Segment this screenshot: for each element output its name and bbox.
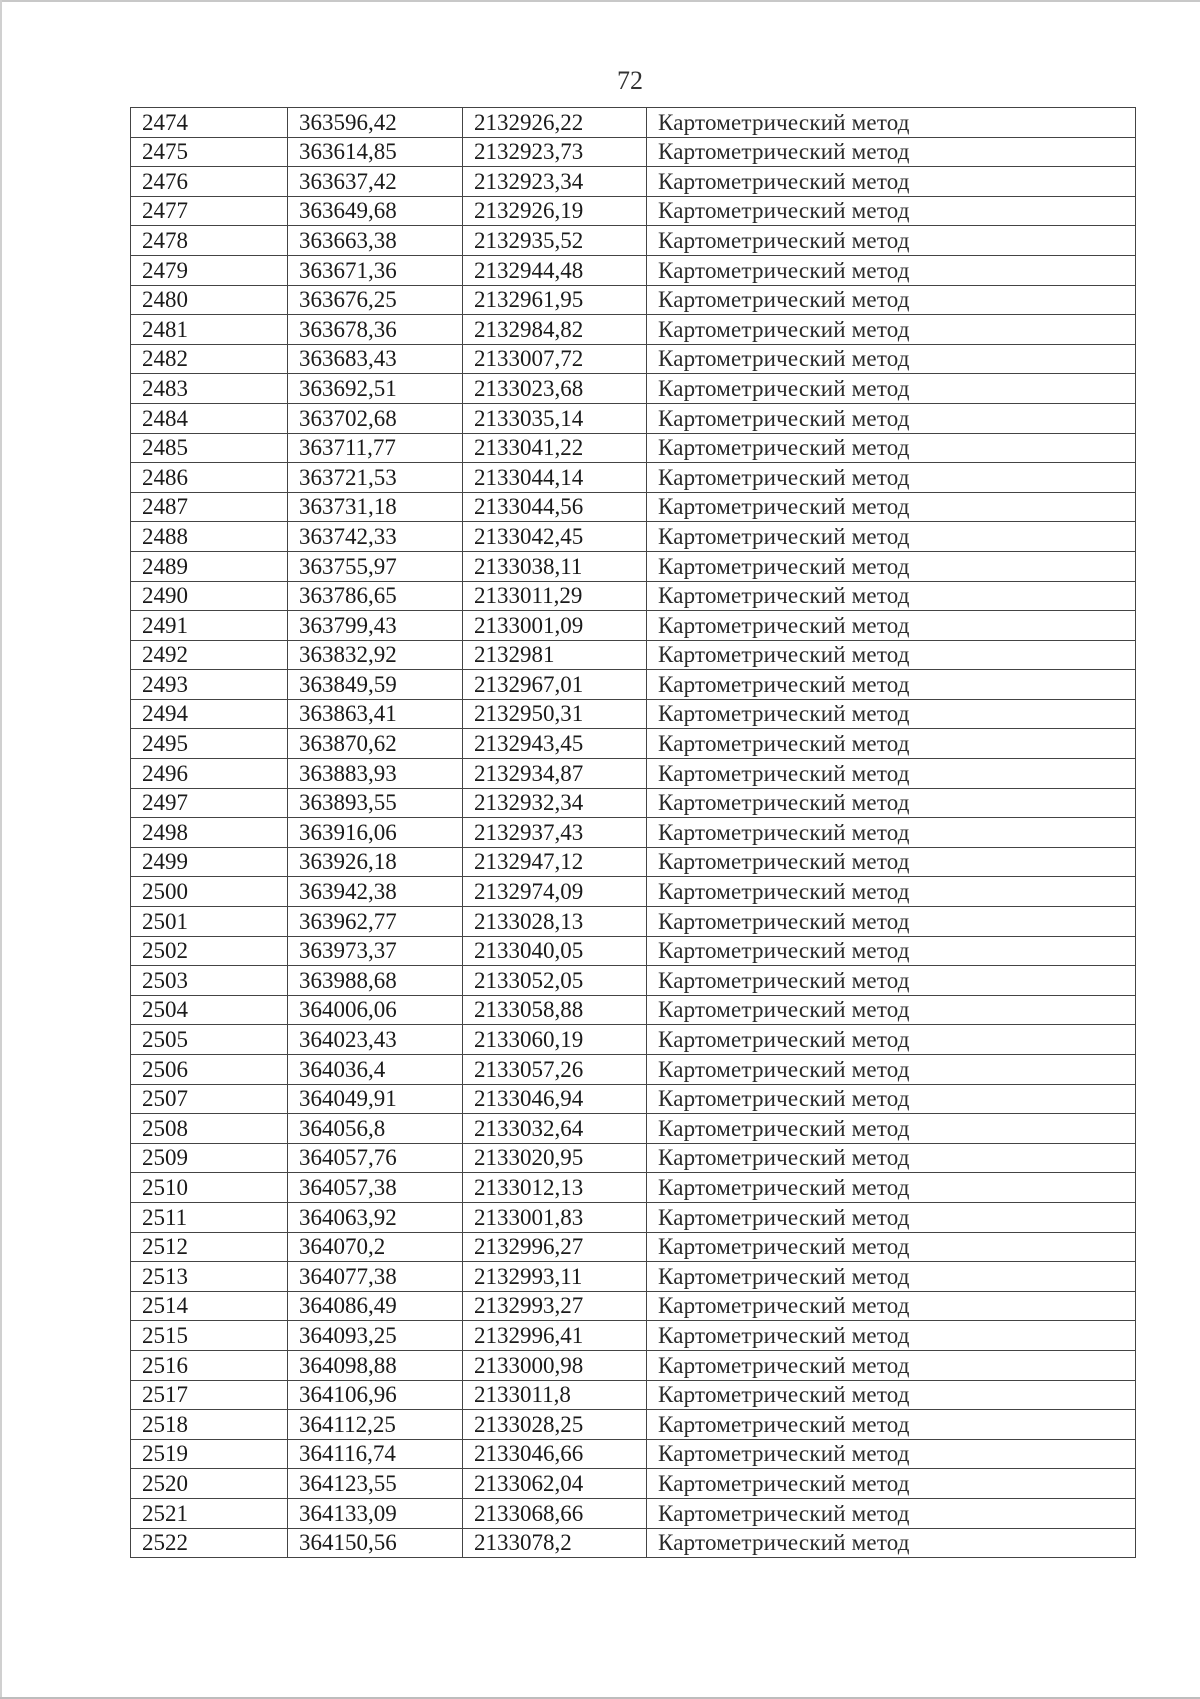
x-coordinate-cell: 363870,62 bbox=[288, 729, 463, 759]
table-row bbox=[131, 167, 1136, 197]
table-row bbox=[131, 699, 1136, 729]
table-row bbox=[131, 433, 1136, 463]
x-coordinate-cell: 364036,4 bbox=[288, 1055, 463, 1085]
table-row bbox=[131, 1350, 1136, 1380]
table-row bbox=[131, 374, 1136, 404]
x-coordinate-cell: 363973,37 bbox=[288, 936, 463, 966]
x-coordinate-cell: 364133,09 bbox=[288, 1498, 463, 1528]
point-number-cell: 2481 bbox=[131, 315, 288, 345]
point-number-cell: 2484 bbox=[131, 403, 288, 433]
method-cell: Картометрический метод bbox=[647, 1321, 1136, 1351]
point-number-cell: 2516 bbox=[131, 1350, 288, 1380]
point-number-cell: 2507 bbox=[131, 1084, 288, 1114]
point-number-cell: 2488 bbox=[131, 522, 288, 552]
table-row bbox=[131, 108, 1136, 138]
y-coordinate-cell: 2133040,05 bbox=[463, 936, 647, 966]
point-number-cell: 2520 bbox=[131, 1469, 288, 1499]
y-coordinate-cell: 2132961,95 bbox=[463, 285, 647, 315]
x-coordinate-cell: 363614,85 bbox=[288, 137, 463, 167]
y-coordinate-cell: 2132974,09 bbox=[463, 877, 647, 907]
method-cell: Картометрический метод bbox=[647, 877, 1136, 907]
table-row bbox=[131, 966, 1136, 996]
method-cell: Картометрический метод bbox=[647, 1055, 1136, 1085]
y-coordinate-cell: 2133042,45 bbox=[463, 522, 647, 552]
point-number-cell: 2500 bbox=[131, 877, 288, 907]
x-coordinate-cell: 364123,55 bbox=[288, 1469, 463, 1499]
table-row bbox=[131, 1410, 1136, 1440]
x-coordinate-cell: 363916,06 bbox=[288, 818, 463, 848]
table-row bbox=[131, 1143, 1136, 1173]
x-coordinate-cell: 364098,88 bbox=[288, 1350, 463, 1380]
table-row bbox=[131, 1498, 1136, 1528]
method-cell: Картометрический метод bbox=[647, 1528, 1136, 1558]
point-number-cell: 2487 bbox=[131, 492, 288, 522]
method-cell: Картометрический метод bbox=[647, 966, 1136, 996]
point-number-cell: 2505 bbox=[131, 1025, 288, 1055]
y-coordinate-cell: 2133023,68 bbox=[463, 374, 647, 404]
method-cell: Картометрический метод bbox=[647, 995, 1136, 1025]
x-coordinate-cell: 364116,74 bbox=[288, 1439, 463, 1469]
method-cell: Картометрический метод bbox=[647, 1143, 1136, 1173]
y-coordinate-cell: 2132996,41 bbox=[463, 1321, 647, 1351]
x-coordinate-cell: 363649,68 bbox=[288, 196, 463, 226]
point-number-cell: 2518 bbox=[131, 1410, 288, 1440]
y-coordinate-cell: 2132926,19 bbox=[463, 196, 647, 226]
method-cell: Картометрический метод bbox=[647, 788, 1136, 818]
y-coordinate-cell: 2132993,27 bbox=[463, 1291, 647, 1321]
method-cell: Картометрический метод bbox=[647, 226, 1136, 256]
x-coordinate-cell: 363676,25 bbox=[288, 285, 463, 315]
x-coordinate-cell: 363678,36 bbox=[288, 315, 463, 345]
method-cell: Картометрический метод bbox=[647, 1232, 1136, 1262]
method-cell: Картометрический метод bbox=[647, 759, 1136, 789]
point-number-cell: 2521 bbox=[131, 1498, 288, 1528]
table-row bbox=[131, 463, 1136, 493]
table-row bbox=[131, 1291, 1136, 1321]
table-row bbox=[131, 1202, 1136, 1232]
method-cell: Картометрический метод bbox=[647, 640, 1136, 670]
method-cell: Картометрический метод bbox=[647, 403, 1136, 433]
method-cell: Картометрический метод bbox=[647, 847, 1136, 877]
y-coordinate-cell: 2132984,82 bbox=[463, 315, 647, 345]
method-cell: Картометрический метод bbox=[647, 699, 1136, 729]
x-coordinate-cell: 363692,51 bbox=[288, 374, 463, 404]
point-number-cell: 2511 bbox=[131, 1202, 288, 1232]
table-row bbox=[131, 907, 1136, 937]
method-cell: Картометрический метод bbox=[647, 1084, 1136, 1114]
method-cell: Картометрический метод bbox=[647, 818, 1136, 848]
point-number-cell: 2512 bbox=[131, 1232, 288, 1262]
table-row bbox=[131, 1084, 1136, 1114]
y-coordinate-cell: 2132943,45 bbox=[463, 729, 647, 759]
point-number-cell: 2499 bbox=[131, 847, 288, 877]
table-row bbox=[131, 759, 1136, 789]
table-row bbox=[131, 995, 1136, 1025]
table-row bbox=[131, 847, 1136, 877]
x-coordinate-cell: 364150,56 bbox=[288, 1528, 463, 1558]
y-coordinate-cell: 2132935,52 bbox=[463, 226, 647, 256]
method-cell: Картометрический метод bbox=[647, 1291, 1136, 1321]
method-cell: Картометрический метод bbox=[647, 522, 1136, 552]
x-coordinate-cell: 363683,43 bbox=[288, 344, 463, 374]
x-coordinate-cell: 364057,76 bbox=[288, 1143, 463, 1173]
x-coordinate-cell: 364049,91 bbox=[288, 1084, 463, 1114]
y-coordinate-cell: 2133060,19 bbox=[463, 1025, 647, 1055]
x-coordinate-cell: 363596,42 bbox=[288, 108, 463, 138]
point-number-cell: 2476 bbox=[131, 167, 288, 197]
x-coordinate-cell: 363988,68 bbox=[288, 966, 463, 996]
x-coordinate-cell: 364106,96 bbox=[288, 1380, 463, 1410]
table-row bbox=[131, 1262, 1136, 1292]
method-cell: Картометрический метод bbox=[647, 196, 1136, 226]
method-cell: Картометрический метод bbox=[647, 167, 1136, 197]
y-coordinate-cell: 2132947,12 bbox=[463, 847, 647, 877]
y-coordinate-cell: 2133044,14 bbox=[463, 463, 647, 493]
table-row bbox=[131, 344, 1136, 374]
x-coordinate-cell: 363742,33 bbox=[288, 522, 463, 552]
x-coordinate-cell: 364023,43 bbox=[288, 1025, 463, 1055]
scan-edge-left bbox=[0, 0, 2, 1699]
method-cell: Картометрический метод bbox=[647, 551, 1136, 581]
y-coordinate-cell: 2132981 bbox=[463, 640, 647, 670]
point-number-cell: 2498 bbox=[131, 818, 288, 848]
method-cell: Картометрический метод bbox=[647, 255, 1136, 285]
y-coordinate-cell: 2133011,8 bbox=[463, 1380, 647, 1410]
y-coordinate-cell: 2132950,31 bbox=[463, 699, 647, 729]
table-row bbox=[131, 788, 1136, 818]
table-row bbox=[131, 226, 1136, 256]
x-coordinate-cell: 364063,92 bbox=[288, 1202, 463, 1232]
point-number-cell: 2503 bbox=[131, 966, 288, 996]
point-number-cell: 2483 bbox=[131, 374, 288, 404]
y-coordinate-cell: 2133057,26 bbox=[463, 1055, 647, 1085]
point-number-cell: 2513 bbox=[131, 1262, 288, 1292]
method-cell: Картометрический метод bbox=[647, 1410, 1136, 1440]
x-coordinate-cell: 363962,77 bbox=[288, 907, 463, 937]
x-coordinate-cell: 363786,65 bbox=[288, 581, 463, 611]
y-coordinate-cell: 2133038,11 bbox=[463, 551, 647, 581]
point-number-cell: 2478 bbox=[131, 226, 288, 256]
x-coordinate-cell: 364112,25 bbox=[288, 1410, 463, 1440]
y-coordinate-cell: 2133000,98 bbox=[463, 1350, 647, 1380]
method-cell: Картометрический метод bbox=[647, 1262, 1136, 1292]
method-cell: Картометрический метод bbox=[647, 936, 1136, 966]
y-coordinate-cell: 2132944,48 bbox=[463, 255, 647, 285]
point-number-cell: 2509 bbox=[131, 1143, 288, 1173]
method-cell: Картометрический метод bbox=[647, 1025, 1136, 1055]
x-coordinate-cell: 364070,2 bbox=[288, 1232, 463, 1262]
table-row bbox=[131, 196, 1136, 226]
scan-edge-top bbox=[0, 0, 1200, 2]
y-coordinate-cell: 2132932,34 bbox=[463, 788, 647, 818]
table-row bbox=[131, 315, 1136, 345]
method-cell: Картометрический метод bbox=[647, 1173, 1136, 1203]
point-number-cell: 2475 bbox=[131, 137, 288, 167]
y-coordinate-cell: 2132993,11 bbox=[463, 1262, 647, 1292]
y-coordinate-cell: 2133062,04 bbox=[463, 1469, 647, 1499]
y-coordinate-cell: 2132996,27 bbox=[463, 1232, 647, 1262]
table-row bbox=[131, 1114, 1136, 1144]
table-row bbox=[131, 551, 1136, 581]
point-number-cell: 2510 bbox=[131, 1173, 288, 1203]
method-cell: Картометрический метод bbox=[647, 463, 1136, 493]
table-row bbox=[131, 1528, 1136, 1558]
x-coordinate-cell: 363721,53 bbox=[288, 463, 463, 493]
x-coordinate-cell: 363671,36 bbox=[288, 255, 463, 285]
coordinates-table-body bbox=[131, 108, 1136, 1558]
method-cell: Картометрический метод bbox=[647, 285, 1136, 315]
table-row bbox=[131, 877, 1136, 907]
y-coordinate-cell: 2133020,95 bbox=[463, 1143, 647, 1173]
x-coordinate-cell: 363799,43 bbox=[288, 611, 463, 641]
y-coordinate-cell: 2133041,22 bbox=[463, 433, 647, 463]
point-number-cell: 2490 bbox=[131, 581, 288, 611]
x-coordinate-cell: 364056,8 bbox=[288, 1114, 463, 1144]
method-cell: Картометрический метод bbox=[647, 433, 1136, 463]
point-number-cell: 2515 bbox=[131, 1321, 288, 1351]
point-number-cell: 2519 bbox=[131, 1439, 288, 1469]
table-row bbox=[131, 492, 1136, 522]
y-coordinate-cell: 2133046,66 bbox=[463, 1439, 647, 1469]
method-cell: Картометрический метод bbox=[647, 1380, 1136, 1410]
table-row bbox=[131, 1380, 1136, 1410]
point-number-cell: 2508 bbox=[131, 1114, 288, 1144]
method-cell: Картометрический метод bbox=[647, 729, 1136, 759]
method-cell: Картометрический метод bbox=[647, 137, 1136, 167]
table-row bbox=[131, 729, 1136, 759]
table-row bbox=[131, 255, 1136, 285]
coordinates-table bbox=[130, 107, 1136, 1558]
table-row bbox=[131, 1321, 1136, 1351]
x-coordinate-cell: 364077,38 bbox=[288, 1262, 463, 1292]
x-coordinate-cell: 364086,49 bbox=[288, 1291, 463, 1321]
method-cell: Картометрический метод bbox=[647, 1202, 1136, 1232]
table-row bbox=[131, 1025, 1136, 1055]
x-coordinate-cell: 363893,55 bbox=[288, 788, 463, 818]
x-coordinate-cell: 363863,41 bbox=[288, 699, 463, 729]
method-cell: Картометрический метод bbox=[647, 1350, 1136, 1380]
table-row bbox=[131, 137, 1136, 167]
x-coordinate-cell: 363731,18 bbox=[288, 492, 463, 522]
method-cell: Картометрический метод bbox=[647, 315, 1136, 345]
point-number-cell: 2495 bbox=[131, 729, 288, 759]
x-coordinate-cell: 363942,38 bbox=[288, 877, 463, 907]
y-coordinate-cell: 2133001,83 bbox=[463, 1202, 647, 1232]
y-coordinate-cell: 2133044,56 bbox=[463, 492, 647, 522]
point-number-cell: 2482 bbox=[131, 344, 288, 374]
table-row bbox=[131, 936, 1136, 966]
method-cell: Картометрический метод bbox=[647, 611, 1136, 641]
point-number-cell: 2489 bbox=[131, 551, 288, 581]
table-row bbox=[131, 522, 1136, 552]
point-number-cell: 2517 bbox=[131, 1380, 288, 1410]
point-number-cell: 2501 bbox=[131, 907, 288, 937]
x-coordinate-cell: 363832,92 bbox=[288, 640, 463, 670]
x-coordinate-cell: 363663,38 bbox=[288, 226, 463, 256]
x-coordinate-cell: 364093,25 bbox=[288, 1321, 463, 1351]
x-coordinate-cell: 363711,77 bbox=[288, 433, 463, 463]
y-coordinate-cell: 2133052,05 bbox=[463, 966, 647, 996]
point-number-cell: 2493 bbox=[131, 670, 288, 700]
x-coordinate-cell: 363637,42 bbox=[288, 167, 463, 197]
y-coordinate-cell: 2132923,73 bbox=[463, 137, 647, 167]
table-row bbox=[131, 1469, 1136, 1499]
point-number-cell: 2494 bbox=[131, 699, 288, 729]
table-row bbox=[131, 285, 1136, 315]
x-coordinate-cell: 363926,18 bbox=[288, 847, 463, 877]
y-coordinate-cell: 2133078,2 bbox=[463, 1528, 647, 1558]
table-row bbox=[131, 611, 1136, 641]
y-coordinate-cell: 2133007,72 bbox=[463, 344, 647, 374]
x-coordinate-cell: 364057,38 bbox=[288, 1173, 463, 1203]
method-cell: Картометрический метод bbox=[647, 492, 1136, 522]
point-number-cell: 2514 bbox=[131, 1291, 288, 1321]
y-coordinate-cell: 2133001,09 bbox=[463, 611, 647, 641]
method-cell: Картометрический метод bbox=[647, 907, 1136, 937]
y-coordinate-cell: 2133035,14 bbox=[463, 403, 647, 433]
method-cell: Картометрический метод bbox=[647, 581, 1136, 611]
y-coordinate-cell: 2132926,22 bbox=[463, 108, 647, 138]
point-number-cell: 2492 bbox=[131, 640, 288, 670]
table-row bbox=[131, 818, 1136, 848]
point-number-cell: 2491 bbox=[131, 611, 288, 641]
y-coordinate-cell: 2132934,87 bbox=[463, 759, 647, 789]
method-cell: Картометрический метод bbox=[647, 1114, 1136, 1144]
table-row bbox=[131, 1439, 1136, 1469]
method-cell: Картометрический метод bbox=[647, 1469, 1136, 1499]
x-coordinate-cell: 363849,59 bbox=[288, 670, 463, 700]
y-coordinate-cell: 2133058,88 bbox=[463, 995, 647, 1025]
point-number-cell: 2477 bbox=[131, 196, 288, 226]
point-number-cell: 2474 bbox=[131, 108, 288, 138]
y-coordinate-cell: 2133046,94 bbox=[463, 1084, 647, 1114]
point-number-cell: 2496 bbox=[131, 759, 288, 789]
y-coordinate-cell: 2133011,29 bbox=[463, 581, 647, 611]
y-coordinate-cell: 2133028,13 bbox=[463, 907, 647, 937]
method-cell: Картометрический метод bbox=[647, 1439, 1136, 1469]
x-coordinate-cell: 363755,97 bbox=[288, 551, 463, 581]
table-row bbox=[131, 1173, 1136, 1203]
x-coordinate-cell: 364006,06 bbox=[288, 995, 463, 1025]
point-number-cell: 2504 bbox=[131, 995, 288, 1025]
point-number-cell: 2497 bbox=[131, 788, 288, 818]
table-row bbox=[131, 581, 1136, 611]
method-cell: Картометрический метод bbox=[647, 670, 1136, 700]
method-cell: Картометрический метод bbox=[647, 344, 1136, 374]
table-row bbox=[131, 1232, 1136, 1262]
table-row bbox=[131, 1055, 1136, 1085]
point-number-cell: 2502 bbox=[131, 936, 288, 966]
page-number: 72 bbox=[617, 66, 643, 95]
x-coordinate-cell: 363883,93 bbox=[288, 759, 463, 789]
y-coordinate-cell: 2133012,13 bbox=[463, 1173, 647, 1203]
y-coordinate-cell: 2133032,64 bbox=[463, 1114, 647, 1144]
y-coordinate-cell: 2133028,25 bbox=[463, 1410, 647, 1440]
method-cell: Картометрический метод bbox=[647, 1498, 1136, 1528]
point-number-cell: 2486 bbox=[131, 463, 288, 493]
table-row bbox=[131, 403, 1136, 433]
point-number-cell: 2479 bbox=[131, 255, 288, 285]
method-cell: Картометрический метод bbox=[647, 108, 1136, 138]
table-row bbox=[131, 670, 1136, 700]
y-coordinate-cell: 2132923,34 bbox=[463, 167, 647, 197]
table-row bbox=[131, 640, 1136, 670]
x-coordinate-cell: 363702,68 bbox=[288, 403, 463, 433]
y-coordinate-cell: 2132967,01 bbox=[463, 670, 647, 700]
point-number-cell: 2480 bbox=[131, 285, 288, 315]
y-coordinate-cell: 2132937,43 bbox=[463, 818, 647, 848]
point-number-cell: 2485 bbox=[131, 433, 288, 463]
y-coordinate-cell: 2133068,66 bbox=[463, 1498, 647, 1528]
point-number-cell: 2522 bbox=[131, 1528, 288, 1558]
point-number-cell: 2506 bbox=[131, 1055, 288, 1085]
method-cell: Картометрический метод bbox=[647, 374, 1136, 404]
